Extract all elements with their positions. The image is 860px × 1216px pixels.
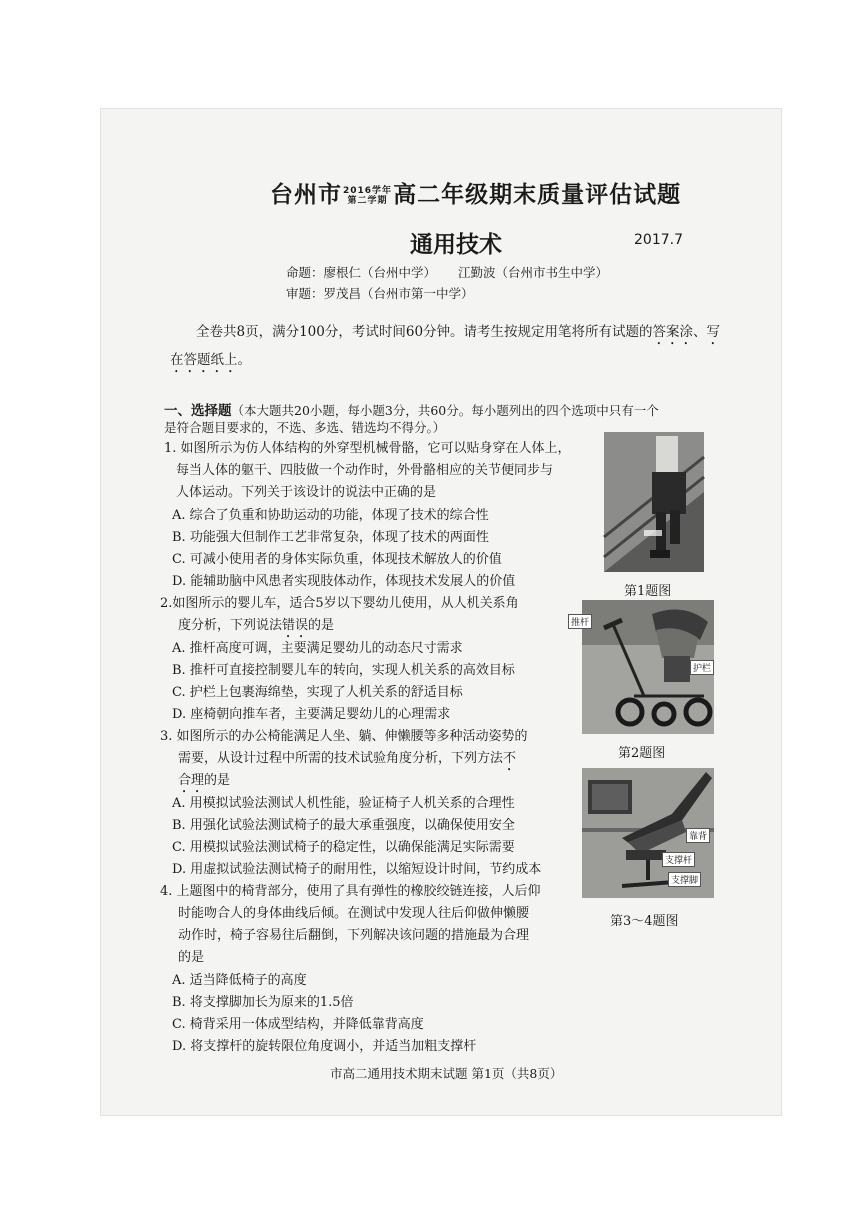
q2-option-c: C. 护栏上包裹海绵垫，实现了人机关系的舒适目标	[172, 685, 463, 700]
q1-option-a: A. 综合了负重和协助运动的功能，体现了技术的综合性	[172, 508, 489, 523]
section-heading	[164, 399, 659, 419]
figure-3-label-foot: 支撑脚	[668, 872, 701, 887]
section-title: 一、选择题	[164, 403, 232, 419]
figure-2-stroller-photo	[571, 600, 714, 734]
q4-stem-line1: 4. 上题图中的椅背部分，使用了具有弹性的橡胶绞链连接，人后仰	[160, 884, 541, 899]
q1-option-d: D. 能辅助脑中风患者实现肢体动作，体现技术发展人的价值	[172, 574, 516, 589]
q2-stem-end: 的是	[308, 618, 335, 633]
subject-title: 通用技术	[410, 232, 502, 258]
figure-2-label-pushbar: 推杆	[568, 614, 592, 629]
section-desc-line2: 是符合题目要求的，不选、多选、错选均不得分。）	[164, 420, 446, 435]
q2-stem-text: 度分析，下列说法	[178, 618, 283, 633]
q4-option-d: D. 将支撑杆的旋转限位角度调小，并适当加粗支撑杆	[172, 1039, 477, 1054]
figure-3-office-chair-photo	[582, 768, 714, 898]
q3-option-b: B. 用强化试验法测试椅子的最大承重强度，以确保使用安全	[172, 818, 515, 833]
q3-stem-emphasis-1: 不	[503, 751, 517, 766]
title-year: 2016学年	[343, 185, 393, 196]
author-1: 廖根仁（台州中学）	[323, 265, 437, 280]
page-footer: 市高二通用技术期末试题 第1页（共8页）	[330, 1066, 563, 1081]
title-city: 台州市	[270, 182, 342, 208]
title-term-stack	[343, 186, 392, 206]
figure-1-exoskeleton-photo	[604, 432, 704, 572]
q4-stem-line3: 动作时，椅子容易往后翻倒，下列解决该问题的措施最为合理	[178, 928, 530, 943]
figure-3-label-back: 靠背	[686, 828, 710, 843]
reviewer-line	[286, 284, 474, 302]
figure-3-caption: 第3～4题图	[610, 914, 679, 929]
q2-option-d: D. 座椅朝向推车者，主要满足婴幼儿的心理需求	[172, 707, 451, 722]
title-main: 高二年级期末质量评估试题	[393, 182, 682, 208]
q1-stem-line1: 1. 如图所示为仿人体结构的外穿型机械骨骼，它可以贴身穿在人体上，	[164, 441, 571, 456]
figure-2-caption: 第2题图	[618, 746, 666, 761]
q3-stem-line1: 3. 如图所示的办公椅能满足人坐、躺、伸懒腰等多种活动姿势的	[160, 729, 528, 744]
q3-stem-end: 的是	[204, 773, 231, 788]
q4-option-a: A. 适当降低椅子的高度	[172, 973, 307, 988]
instructions-emphasis-2: 写在答题纸上	[170, 324, 721, 368]
exam-date: 2017.7	[634, 232, 683, 248]
q2-option-b: B. 推杆可直接控制婴儿车的转向，实现人机关系的高效目标	[172, 663, 515, 678]
instructions-text: 全卷共8页，满分100分，考试时间60分钟。请考生按规定用笔将所有试题的	[196, 324, 653, 340]
authors-line	[286, 263, 608, 281]
figure-3-label-rod: 支撑杆	[662, 852, 695, 867]
figure-1-caption: 第1题图	[624, 584, 672, 599]
q3-option-c: C. 用模拟试验法测试椅子的稳定性，以确保能满足实际需要	[172, 840, 515, 855]
authors-label: 命题：	[286, 265, 324, 280]
q3-option-d: D. 用虚拟试验法测试椅子的耐用性，以缩短设计时间，节约成本	[172, 862, 542, 877]
q3-stem-emphasis-2: 合理	[178, 773, 205, 788]
q3-option-a: A. 用模拟试验法测试人机性能，验证椅子人机关系的合理性	[172, 796, 515, 811]
q1-stem-line3: 人体运动。下列关于该设计的说法中正确的是	[176, 485, 437, 500]
instructions-emphasis-1: 答案涂、	[652, 324, 707, 340]
exam-instructions	[170, 320, 730, 376]
exam-title	[270, 176, 681, 209]
reviewer-name: 罗茂昌（台州市第一中学）	[323, 286, 474, 301]
q4-option-b: B. 将支撑脚加长为原来的1.5倍	[172, 995, 354, 1010]
q4-stem-line4: 的是	[178, 950, 205, 965]
reviewer-label: 审题：	[286, 286, 324, 301]
q2-option-a: A. 推杆高度可调，主要满足婴幼儿的动态尺寸需求	[172, 641, 463, 656]
q1-stem-line2: 每当人体的躯干、四肢做一个动作时，外骨骼相应的关节便同步与	[176, 463, 554, 478]
q1-option-c: C. 可减小使用者的身体实际负重，体现技术解放人的价值	[172, 552, 502, 567]
q2-stem-emphasis: 错误	[282, 618, 309, 633]
q3-stem-text: 需要，从设计过程中所需的技术试验角度分析，下列方法	[178, 751, 504, 766]
q4-stem-line2: 时能吻合人的身体曲线后倾。在测试中发现人往后仰做伸懒腰	[178, 906, 530, 921]
q2-stem-line1: 2.如图所示的婴儿车，适合5岁以下婴幼儿使用，从人机关系角	[160, 596, 519, 611]
title-term: 第二学期	[347, 195, 388, 206]
q1-option-b: B. 功能强大但制作工艺非常复杂，体现了技术的两面性	[172, 530, 489, 545]
exoskeleton-illustration	[604, 432, 704, 572]
figure-2-label-rail: 护栏	[690, 660, 714, 675]
section-desc-1: （本大题共20小题，每小题3分，共60分。每小题列出的四个选项中只有一个	[231, 403, 659, 418]
author-2: 江勤波（台州市书生中学）	[458, 265, 609, 280]
instructions-end: 。	[237, 352, 251, 368]
q4-option-c: C. 椅背采用一体成型结构，并降低靠背高度	[172, 1017, 424, 1032]
